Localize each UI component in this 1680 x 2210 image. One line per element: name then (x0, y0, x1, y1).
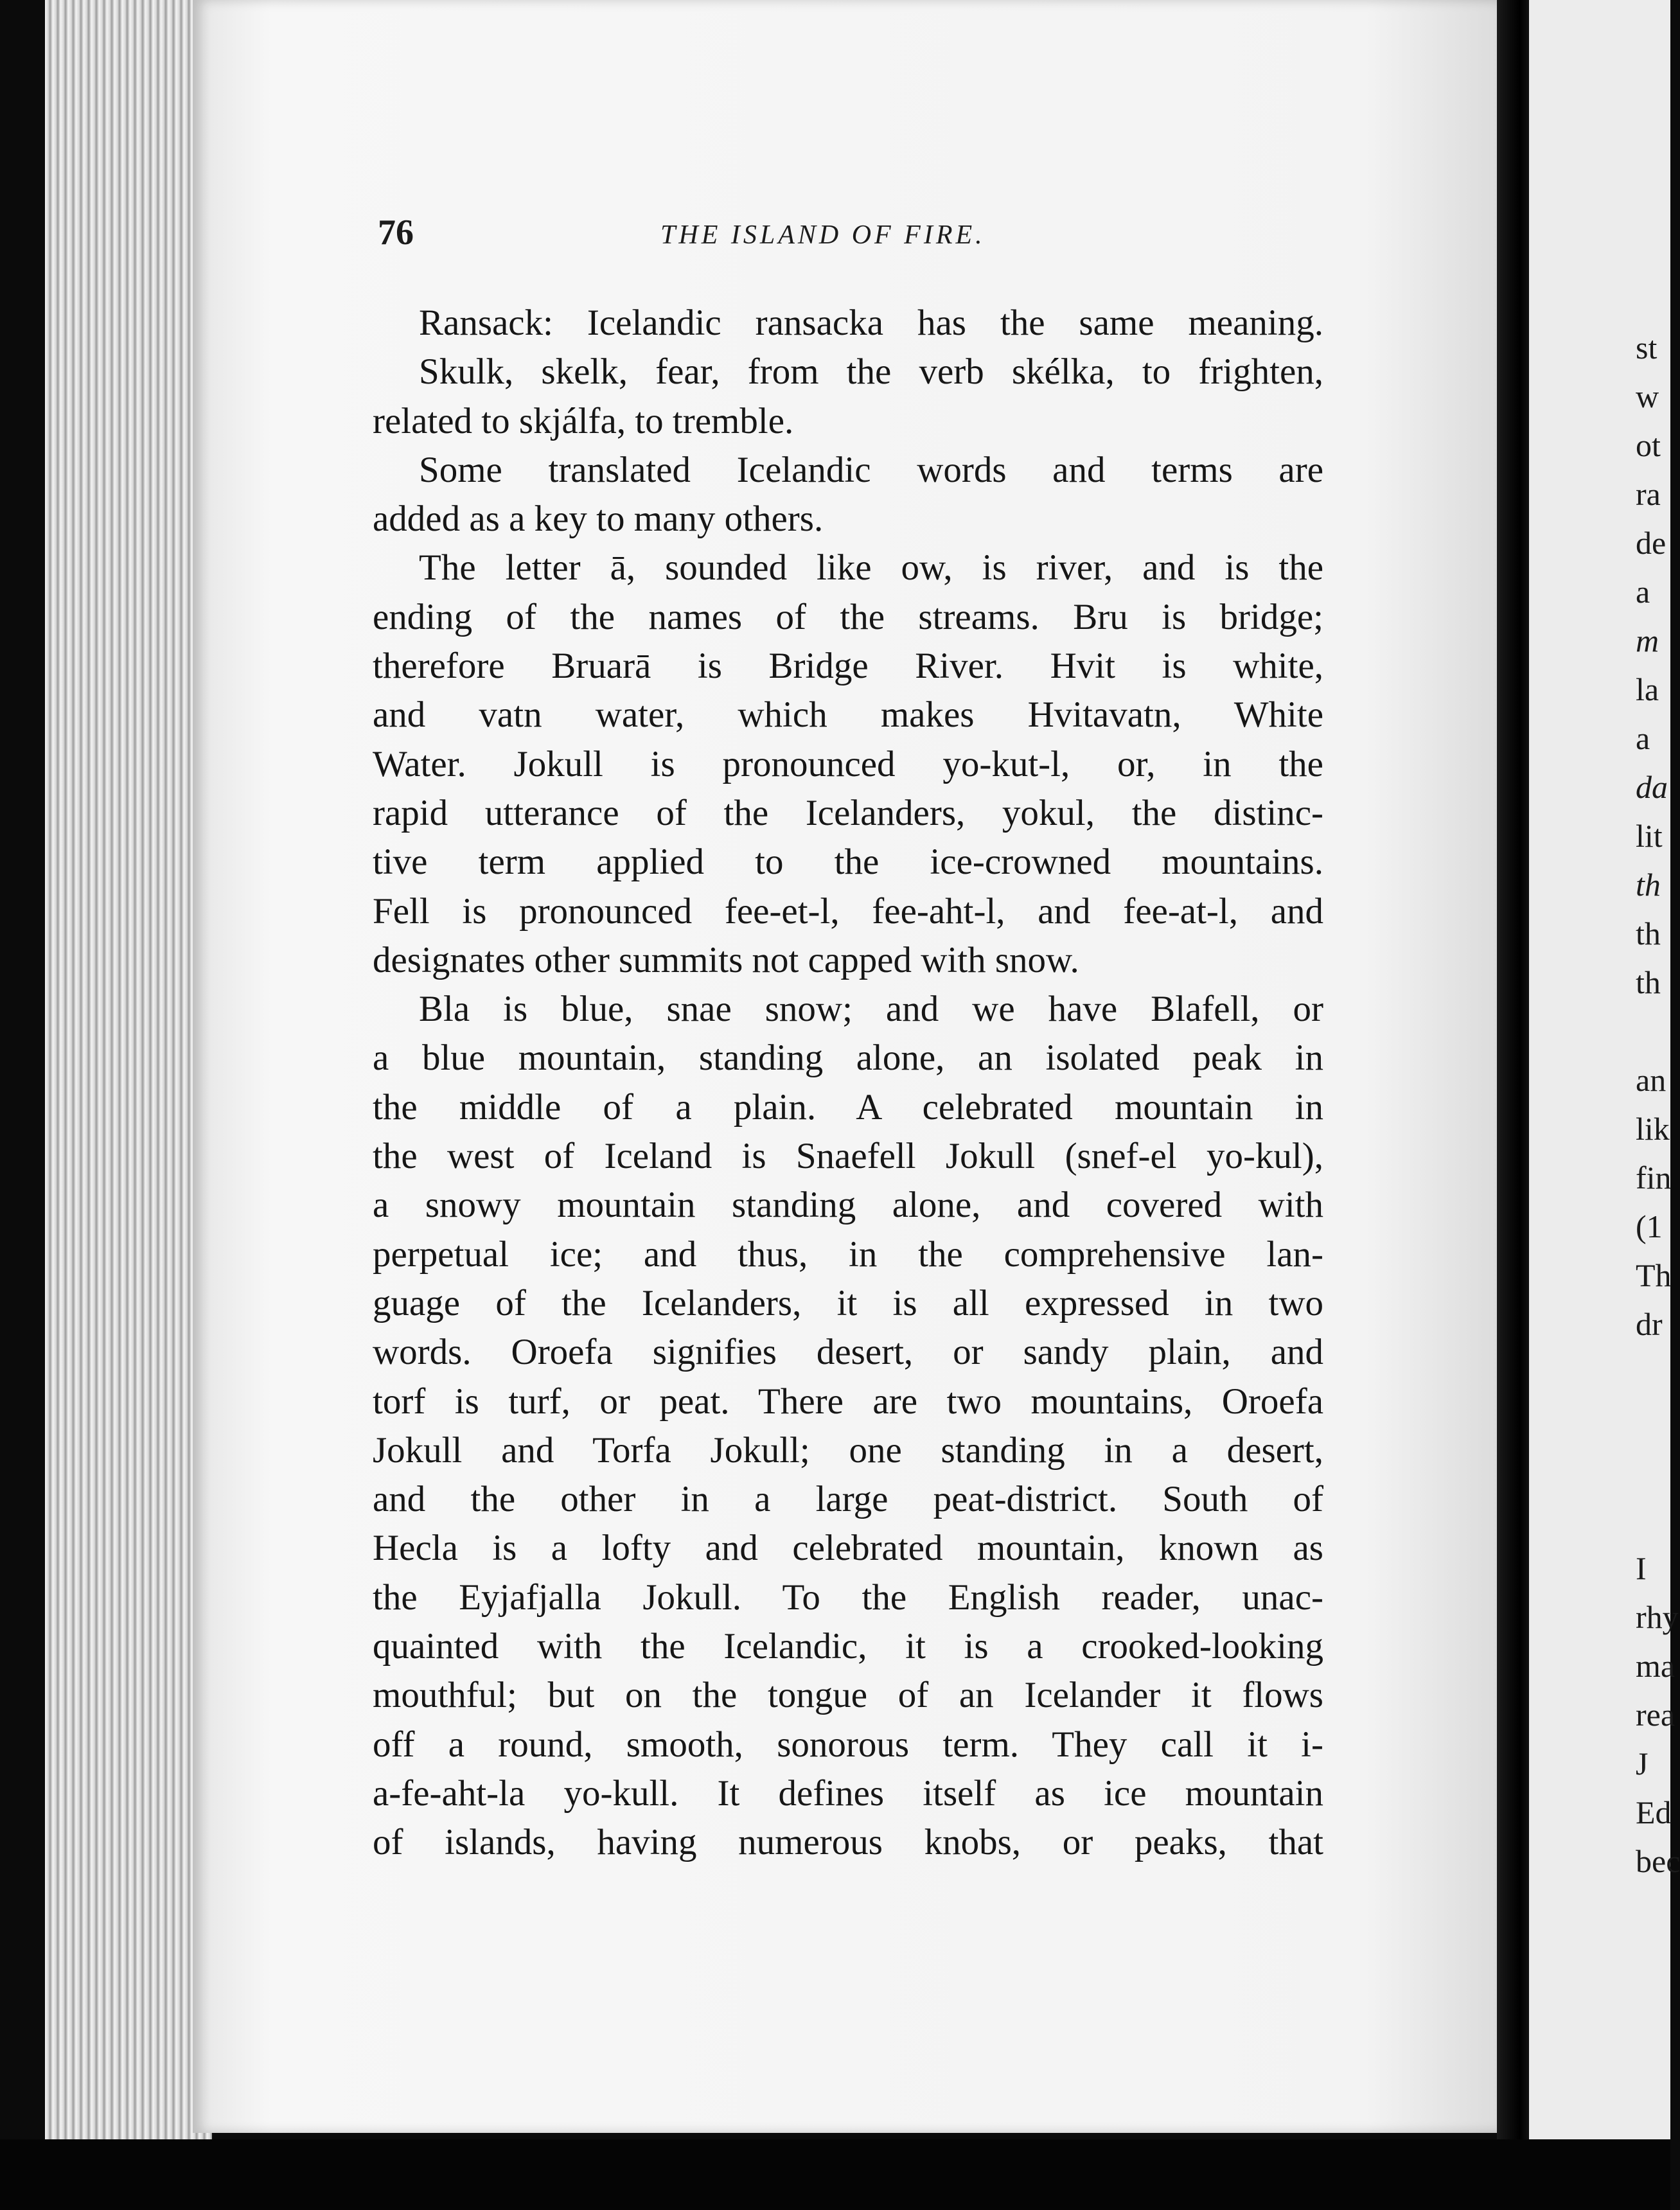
text-line: guage of the Icelanders, it is all expressed in two (373, 1282, 1323, 1323)
text-line: and the other in a large peat-district. South of (373, 1479, 1323, 1520)
facing-fragment: a (1636, 574, 1650, 610)
facing-fragment: Th (1636, 1257, 1672, 1293)
text-line: the middle of a plain. A celebrated mountain in (373, 1086, 1323, 1127)
facing-page-text (1636, 0, 1680, 2139)
facing-fragment: w (1636, 378, 1659, 414)
facing-fragment: bec (1636, 1843, 1680, 1879)
facing-fragment: dr (1636, 1306, 1663, 1342)
text-line: the west of Iceland is Snaefell Jokull (snef-el yo-kul), (373, 1136, 1323, 1177)
text-line: and vatn water, which makes Hvitavatn, White (373, 694, 1323, 736)
text-line: quainted with the Icelandic, it is a crooked-looking (373, 1626, 1323, 1667)
text-line: a-fe-aht-la yo-kull. It defines itself as ice mountain (373, 1772, 1323, 1814)
text-line: Some translated Icelandic words and terms are (419, 449, 1323, 490)
text-line: added as a key to many others. (373, 499, 824, 540)
text-line: The letter ā, sounded like ow, is river, and is the (419, 547, 1323, 588)
facing-fragment: st (1636, 330, 1658, 366)
scan-bottom-edge (0, 2139, 1670, 2210)
text-line: torf is turf, or peat. There are two mountains, Oroefa (373, 1381, 1323, 1422)
text-line: designates other summits not capped with snow. (373, 939, 1079, 980)
facing-fragment: I (1636, 1550, 1647, 1586)
text-line: off a round, smooth, sonorous term. They call it i- (373, 1724, 1323, 1765)
text-line: ending of the names of the streams. Bru is bridge; (373, 596, 1323, 637)
text-line: Water. Jokull is pronounced yo-kut-l, or, in the (373, 743, 1323, 784)
text-line: the Eyjafjalla Jokull. To the English reader, unac- (373, 1577, 1323, 1618)
text-line: a blue mountain, standing alone, an isolated peak in (373, 1038, 1323, 1079)
facing-fragment: (1 (1636, 1208, 1663, 1244)
facing-fragment: th (1636, 964, 1661, 1000)
facing-fragment: ra (1636, 476, 1661, 512)
facing-fragment: de (1636, 525, 1667, 561)
text-line: perpetual ice; and thus, in the comprehensive lan- (373, 1233, 1323, 1275)
facing-fragment: rea (1636, 1697, 1676, 1733)
facing-fragment: Ed (1636, 1794, 1672, 1830)
facing-fragment: m (1636, 623, 1659, 659)
facing-fragment: th (1636, 915, 1661, 951)
text-line: of islands, having numerous knobs, or peaks, that (373, 1822, 1323, 1863)
facing-fragment: ma (1636, 1648, 1676, 1684)
facing-fragment: fin (1636, 1160, 1672, 1196)
text-line: a snowy mountain standing alone, and covered with (373, 1185, 1323, 1226)
text-line: Bla is blue, snae snow; and we have Blafell, or (419, 989, 1323, 1030)
text-line: Ransack: Icelandic ransacka has the same meaning. (419, 303, 1323, 343)
text-line: related to skjálfa, to tremble. (373, 400, 794, 441)
text-line: Fell is pronounced fee-et-l, fee-aht-l, and fee-at-l, and (373, 890, 1323, 932)
text-line: Hecla is a lofty and celebrated mountain, known as (373, 1528, 1323, 1569)
facing-fragment: la (1636, 671, 1659, 707)
text-line: Skulk, skelk, fear, from the verb skélka, to frighten, (419, 351, 1323, 393)
running-head: THE ISLAND OF FIRE. (660, 220, 986, 250)
page-edges (45, 0, 212, 2146)
text-line: tive term applied to the ice-crowned mountains. (373, 842, 1323, 883)
text-line: Jokull and Torfa Jokull; one standing in a desert, (373, 1429, 1323, 1471)
text-line: therefore Bruarā is Bridge River. Hvit is white, (373, 646, 1323, 687)
facing-fragment: lit (1636, 818, 1663, 854)
text-line: rapid utterance of the Icelanders, yokul, the distinc- (373, 792, 1323, 833)
facing-fragment: J (1636, 1746, 1649, 1781)
facing-fragment: lik (1636, 1111, 1670, 1147)
facing-fragment: rhy (1636, 1599, 1679, 1635)
facing-fragment: an (1636, 1062, 1667, 1098)
facing-fragment: da (1636, 769, 1668, 805)
text-line: words. Oroefa signifies desert, or sandy plain, and (373, 1332, 1323, 1373)
facing-fragment: th (1636, 867, 1661, 903)
body-text (373, 299, 1323, 1868)
page-number: 76 (378, 213, 414, 252)
facing-fragment: a (1636, 720, 1650, 756)
page-header (378, 212, 1322, 263)
facing-fragment: ot (1636, 427, 1661, 463)
text-line: mouthful; but on the tongue of an Icelander it flows (373, 1675, 1323, 1716)
